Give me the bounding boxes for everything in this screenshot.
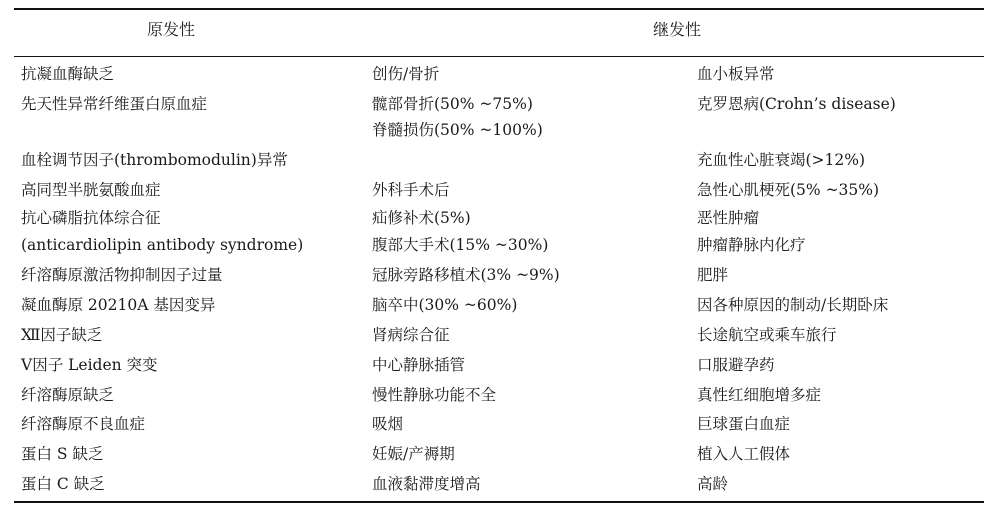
primary-cell: Ⅴ因子 Leiden 突变: [21, 356, 158, 374]
secondary-cell: 肿瘤静脉内化疗: [697, 236, 806, 254]
primary-cell: 先天性异常纤维蛋白原血症: [21, 95, 208, 113]
primary-cell: (anticardiolipin antibody syndrome): [21, 236, 304, 254]
secondary-cell: 巨球蛋白血症: [697, 415, 791, 433]
primary-cell: 蛋白 S 缺乏: [21, 445, 104, 463]
secondary-cell: 真性红细胞增多症: [697, 386, 822, 404]
secondary-cell: 口服避孕药: [697, 356, 775, 374]
secondary-cell: 充血性心脏衰竭(>12%): [697, 151, 866, 169]
secondary-cell: 外科手术后: [372, 181, 450, 199]
secondary-cell: 妊娠/产褥期: [372, 445, 455, 463]
primary-cell: 凝血酶原 20210A 基因变异: [21, 296, 216, 314]
secondary-cell: 因各种原因的制动/长期卧床: [697, 296, 889, 314]
secondary-cell: 克罗恩病(Crohn’s disease): [697, 95, 896, 113]
primary-cell: 高同型半胱氨酸血症: [21, 181, 161, 199]
primary-cell: 抗心磷脂抗体综合征: [21, 209, 161, 227]
secondary-cell: 冠脉旁路移植术(3% ~9%): [372, 266, 560, 284]
secondary-cell: 恶性肿瘤: [697, 209, 760, 227]
primary-cell: 纤溶酶原激活物抑制因子过量: [21, 266, 223, 284]
secondary-cell: 吸烟: [372, 415, 404, 433]
secondary-cell: 脑卒中(30% ~60%): [372, 296, 518, 314]
secondary-cell: 长途航空或乘车旅行: [697, 326, 837, 344]
secondary-cell: 中心静脉插管: [372, 356, 466, 374]
secondary-cell: 腹部大手术(15% ~30%): [372, 236, 549, 254]
secondary-cell: 肥胖: [697, 266, 729, 284]
primary-cell: Ⅻ因子缺乏: [21, 326, 103, 344]
primary-cell: 抗凝血酶缺乏: [21, 65, 115, 83]
secondary-cell: 血小板异常: [697, 65, 775, 83]
primary-cell: 蛋白 C 缺乏: [21, 475, 105, 493]
header-primary: 原发性: [147, 20, 196, 39]
header-secondary: 继发性: [653, 20, 702, 39]
secondary-cell: 髋部骨折(50% ~75%): [372, 95, 533, 113]
table-top-rule: [14, 8, 984, 10]
primary-cell: 血栓调节因子(thrombomodulin)异常: [21, 151, 288, 169]
secondary-cell: 慢性静脉功能不全: [372, 386, 497, 404]
secondary-cell: 创伤/骨折: [372, 65, 440, 83]
secondary-cell: 疝修补术(5%): [372, 209, 471, 227]
secondary-cell: 脊髓损伤(50% ~100%): [372, 121, 543, 139]
secondary-cell: 急性心肌梗死(5% ~35%): [697, 181, 880, 199]
table-header-rule: [14, 56, 984, 57]
table-bottom-rule: [14, 501, 984, 503]
primary-cell: 纤溶酶原缺乏: [21, 386, 115, 404]
secondary-cell: 血液黏滞度增高: [372, 475, 481, 493]
secondary-cell: 肾病综合征: [372, 326, 450, 344]
primary-cell: 纤溶酶原不良血症: [21, 415, 146, 433]
secondary-cell: 高龄: [697, 475, 729, 493]
secondary-cell: 植入人工假体: [697, 445, 791, 463]
